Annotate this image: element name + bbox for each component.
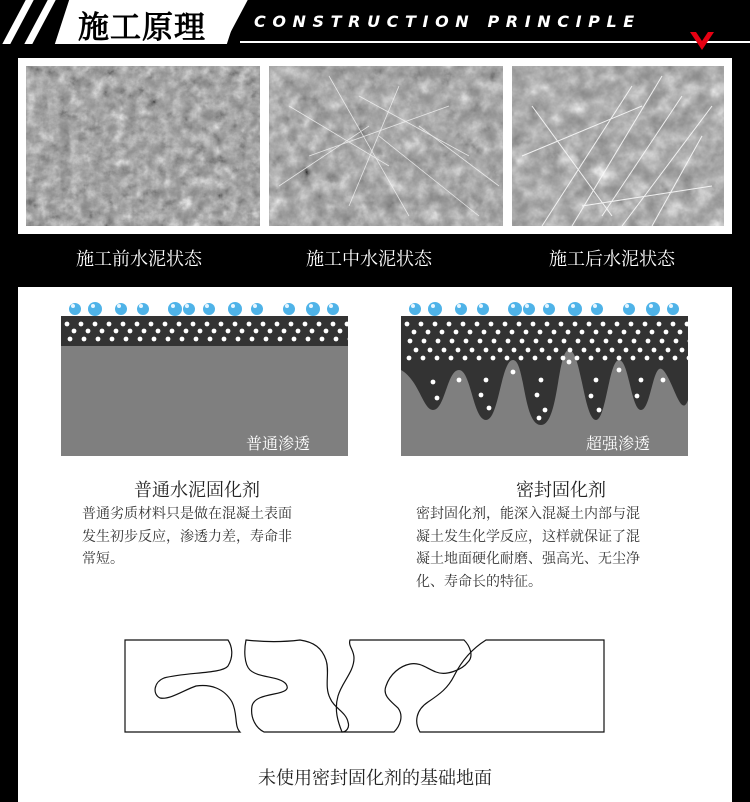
particle-dot	[435, 356, 440, 361]
particle-dot	[535, 393, 540, 398]
particle-dot	[492, 339, 497, 344]
particle-dot	[72, 329, 77, 334]
particle-dot	[601, 322, 606, 327]
particle-dot	[426, 330, 431, 335]
particle-dot	[512, 348, 517, 353]
particle-dot	[261, 322, 266, 327]
particle-dot	[435, 396, 440, 401]
particle-dot	[562, 339, 567, 344]
particle-dot	[79, 322, 84, 327]
caption-during: 施工中水泥状态	[306, 249, 432, 270]
particle-dot	[510, 330, 515, 335]
particle-dot	[142, 329, 147, 334]
particle-dot	[278, 337, 283, 342]
particle-dot	[673, 356, 678, 361]
droplet-highlight	[171, 304, 175, 308]
particle-dot	[184, 329, 189, 334]
particle-dot	[533, 356, 538, 361]
particle-dot	[226, 329, 231, 334]
particle-dot	[282, 329, 287, 334]
particle-dot	[680, 348, 685, 353]
droplet-highlight	[669, 304, 673, 308]
particle-dot	[303, 322, 308, 327]
particle-dot	[421, 356, 426, 361]
section-subtitle: CONSTRUCTION PRINCIPLE	[254, 12, 641, 31]
water-droplet-icon	[667, 303, 679, 315]
water-droplet-icon	[283, 303, 295, 315]
particle-dot	[114, 329, 119, 334]
particle-dot	[236, 337, 241, 342]
particle-dot	[596, 348, 601, 353]
particle-dot	[484, 348, 489, 353]
particle-dot	[594, 378, 599, 383]
particle-dot	[537, 416, 542, 421]
droplet-highlight	[457, 304, 461, 308]
particle-dot	[454, 330, 459, 335]
particle-dot	[135, 322, 140, 327]
particle-dot	[86, 329, 91, 334]
particle-dot	[678, 330, 683, 335]
particle-dot	[617, 356, 622, 361]
right-text-line: 凝土发生化学反应，这样就保证了混	[416, 528, 640, 545]
particle-dot	[661, 378, 666, 383]
particle-dot	[639, 378, 644, 383]
particle-dot	[163, 322, 168, 327]
particle-dot	[436, 339, 441, 344]
water-droplet-icon	[477, 303, 489, 315]
particle-dot	[477, 356, 482, 361]
right-text-line: 密封固化剂，能深入混凝土内部与混	[416, 506, 640, 522]
particle-dot	[674, 339, 679, 344]
particle-dot	[107, 322, 112, 327]
particle-dot	[419, 322, 424, 327]
particle-dot	[208, 337, 213, 342]
particle-dot	[100, 329, 105, 334]
photo-before	[26, 66, 260, 226]
particle-dot	[275, 322, 280, 327]
left-text-line: 普通劣质材料只是做在混凝土表面	[82, 506, 292, 522]
particle-dot	[68, 337, 73, 342]
droplet-highlight	[139, 304, 143, 308]
particle-dot	[575, 356, 580, 361]
particle-dot	[573, 322, 578, 327]
particle-dot	[568, 348, 573, 353]
water-droplet-icon	[115, 303, 127, 315]
particle-dot	[603, 356, 608, 361]
particle-dot	[650, 330, 655, 335]
droplet-highlight	[309, 304, 313, 308]
particle-dot	[547, 356, 552, 361]
droplet-highlight	[185, 304, 189, 308]
droplet-highlight	[649, 304, 653, 308]
particle-dot	[618, 339, 623, 344]
droplet-highlight	[91, 304, 95, 308]
particle-dot	[629, 322, 634, 327]
particle-dot	[128, 329, 133, 334]
particle-dot	[559, 322, 564, 327]
sem-photo-strip	[18, 58, 732, 234]
particle-dot	[121, 322, 126, 327]
diagram-normal-penetration	[61, 300, 348, 456]
particle-dot	[540, 348, 545, 353]
water-droplet-icon	[409, 303, 421, 315]
particle-dot	[643, 322, 648, 327]
particle-dot	[219, 322, 224, 327]
water-droplet-icon	[88, 302, 102, 316]
particle-dot	[296, 329, 301, 334]
bottom-caption: 未使用密封固化剂的基础地面	[258, 768, 492, 789]
left-section-title: 普通水泥固化剂	[134, 480, 260, 501]
particle-dot	[545, 322, 550, 327]
section-header	[0, 0, 750, 44]
section-title: 施工原理	[78, 10, 206, 46]
particle-dot	[306, 337, 311, 342]
particle-dot	[580, 330, 585, 335]
particle-dot	[414, 348, 419, 353]
water-droplet-icon	[203, 303, 215, 315]
particle-dot	[567, 360, 572, 365]
particle-dot	[468, 330, 473, 335]
particle-dot	[254, 329, 259, 334]
particle-dot	[198, 329, 203, 334]
particle-dot	[531, 322, 536, 327]
right-text-line: 凝土地面硬化耐磨、强高光、无尘净	[416, 551, 640, 567]
particle-dot	[589, 356, 594, 361]
particle-dot	[638, 348, 643, 353]
particle-dot	[166, 337, 171, 342]
particle-dot	[264, 337, 269, 342]
particle-dot	[407, 356, 412, 361]
label-super-penetration: 超强渗透	[585, 434, 650, 453]
droplet-highlight	[545, 304, 549, 308]
particle-dot	[180, 337, 185, 342]
particle-dot	[464, 339, 469, 344]
particle-dot	[96, 337, 101, 342]
particle-dot	[170, 329, 175, 334]
particle-dot	[463, 356, 468, 361]
photo-after	[512, 66, 724, 226]
particle-dot	[645, 356, 650, 361]
particle-dot	[624, 348, 629, 353]
particle-dot	[310, 329, 315, 334]
water-droplet-icon	[251, 303, 263, 315]
particle-dot	[440, 330, 445, 335]
particle-dot	[82, 337, 87, 342]
particle-dot	[233, 322, 238, 327]
particle-dot	[428, 348, 433, 353]
water-droplet-icon	[428, 302, 442, 316]
particle-dot	[652, 348, 657, 353]
particle-dot	[433, 322, 438, 327]
particle-dot	[475, 322, 480, 327]
water-droplet-icon	[306, 302, 320, 316]
particle-dot	[561, 356, 566, 361]
chevron-down-icon	[690, 32, 714, 50]
particle-dot	[431, 380, 436, 385]
particle-dot	[487, 406, 492, 411]
particle-dot	[524, 330, 529, 335]
particle-dot	[594, 330, 599, 335]
droplet-highlight	[205, 304, 209, 308]
particle-dot	[503, 322, 508, 327]
particle-dot	[608, 330, 613, 335]
right-section-title: 密封固化剂	[516, 480, 606, 501]
particle-dot	[484, 378, 489, 383]
label-normal-penetration: 普通渗透	[245, 434, 310, 453]
particle-dot	[554, 348, 559, 353]
particle-dot	[659, 356, 664, 361]
particle-dot	[491, 356, 496, 361]
particle-dot	[442, 348, 447, 353]
droplet-highlight	[117, 304, 121, 308]
particle-dot	[615, 322, 620, 327]
water-droplet-icon	[508, 302, 522, 316]
particle-dot	[240, 329, 245, 334]
caption-after: 施工后水泥状态	[549, 249, 675, 270]
water-droplet-icon	[591, 303, 603, 315]
particle-dot	[589, 394, 594, 399]
droplet-highlight	[231, 304, 235, 308]
particle-dot	[456, 348, 461, 353]
particle-dot	[636, 330, 641, 335]
particle-dot	[334, 337, 339, 342]
particle-dot	[666, 348, 671, 353]
diagram-super-penetration	[401, 300, 688, 456]
left-text-line: 发生初步反应，渗透力差，寿命非	[82, 528, 292, 545]
particle-dot	[646, 339, 651, 344]
particle-dot	[517, 322, 522, 327]
particle-dot	[498, 348, 503, 353]
particle-dot	[631, 356, 636, 361]
particle-dot	[582, 348, 587, 353]
water-droplet-icon	[543, 303, 555, 315]
particle-dot	[505, 356, 510, 361]
particle-dot	[268, 329, 273, 334]
particle-dot	[292, 337, 297, 342]
water-droplet-icon	[455, 303, 467, 315]
particle-dot	[617, 368, 622, 373]
particle-dot	[622, 330, 627, 335]
particle-dot	[506, 339, 511, 344]
droplet-highlight	[625, 304, 629, 308]
particle-dot	[250, 337, 255, 342]
particle-dot	[482, 330, 487, 335]
water-droplet-icon	[523, 303, 535, 315]
crack-outline-drawing	[124, 636, 612, 734]
particle-dot	[205, 322, 210, 327]
particle-dot	[457, 378, 462, 383]
droplet-highlight	[593, 304, 597, 308]
particle-dot	[534, 339, 539, 344]
particle-dot	[331, 322, 336, 327]
particle-dot	[543, 408, 548, 413]
particle-dot	[610, 348, 615, 353]
water-droplet-icon	[137, 303, 149, 315]
droplet-highlight	[431, 304, 435, 308]
particle-dot	[422, 339, 427, 344]
droplet-highlight	[511, 304, 515, 308]
water-droplet-icon	[646, 302, 660, 316]
particle-dot	[447, 322, 452, 327]
particle-dot	[539, 378, 544, 383]
particle-dot	[660, 339, 665, 344]
photo-during	[269, 66, 503, 226]
header-underline	[240, 41, 750, 43]
particle-dot	[450, 339, 455, 344]
particle-dot	[496, 330, 501, 335]
particle-dot	[156, 329, 161, 334]
particle-dot	[405, 322, 410, 327]
particle-dot	[538, 330, 543, 335]
particle-dot	[338, 329, 343, 334]
particle-dot	[408, 339, 413, 344]
particle-dot	[587, 322, 592, 327]
droplet-highlight	[329, 304, 333, 308]
water-droplet-icon	[183, 303, 195, 315]
right-section-text	[416, 503, 640, 593]
left-text-line: 常短。	[82, 551, 124, 567]
particle-dot	[320, 337, 325, 342]
particle-dot	[124, 337, 129, 342]
water-droplet-icon	[168, 302, 182, 316]
particle-dot	[93, 322, 98, 327]
water-droplet-icon	[568, 302, 582, 316]
particle-dot	[526, 348, 531, 353]
particle-dot	[478, 339, 483, 344]
particle-dot	[552, 330, 557, 335]
particle-dot	[671, 322, 676, 327]
particle-dot	[110, 337, 115, 342]
droplet-highlight	[411, 304, 415, 308]
water-droplet-icon	[327, 303, 339, 315]
particle-dot	[149, 322, 154, 327]
water-droplet-icon	[623, 303, 635, 315]
droplet-highlight	[285, 304, 289, 308]
particle-dot	[289, 322, 294, 327]
particle-dot	[657, 322, 662, 327]
water-droplet-icon	[69, 303, 81, 315]
particle-dot	[247, 322, 252, 327]
particle-dot	[520, 339, 525, 344]
particle-dot	[632, 339, 637, 344]
particle-dot	[191, 322, 196, 327]
right-text-line: 化、寿命长的特征。	[416, 573, 542, 590]
particle-dot	[604, 339, 609, 344]
particle-dot	[590, 339, 595, 344]
particle-dot	[194, 337, 199, 342]
particle-dot	[449, 356, 454, 361]
particle-dot	[222, 337, 227, 342]
water-droplet-icon	[228, 302, 242, 316]
droplet-highlight	[71, 304, 75, 308]
particle-dot	[324, 329, 329, 334]
particle-dot	[479, 393, 484, 398]
particle-dot	[635, 394, 640, 399]
particle-dot	[597, 408, 602, 413]
particle-dot	[489, 322, 494, 327]
droplet-highlight	[479, 304, 483, 308]
particle-dot	[212, 329, 217, 334]
particle-dot	[470, 348, 475, 353]
droplet-highlight	[525, 304, 529, 308]
particle-dot	[566, 330, 571, 335]
caption-before: 施工前水泥状态	[76, 249, 202, 270]
left-section-text	[82, 503, 292, 571]
particle-dot	[412, 330, 417, 335]
particle-dot	[664, 330, 669, 335]
droplet-highlight	[571, 304, 575, 308]
droplet-highlight	[253, 304, 257, 308]
particle-dot	[519, 356, 524, 361]
particle-dot	[152, 337, 157, 342]
particle-dot	[317, 322, 322, 327]
particle-dot	[65, 322, 70, 327]
particle-dot	[177, 322, 182, 327]
particle-dot	[548, 339, 553, 344]
particle-dot	[461, 322, 466, 327]
particle-dot	[511, 370, 516, 375]
particle-dot	[576, 339, 581, 344]
particle-dot	[138, 337, 143, 342]
